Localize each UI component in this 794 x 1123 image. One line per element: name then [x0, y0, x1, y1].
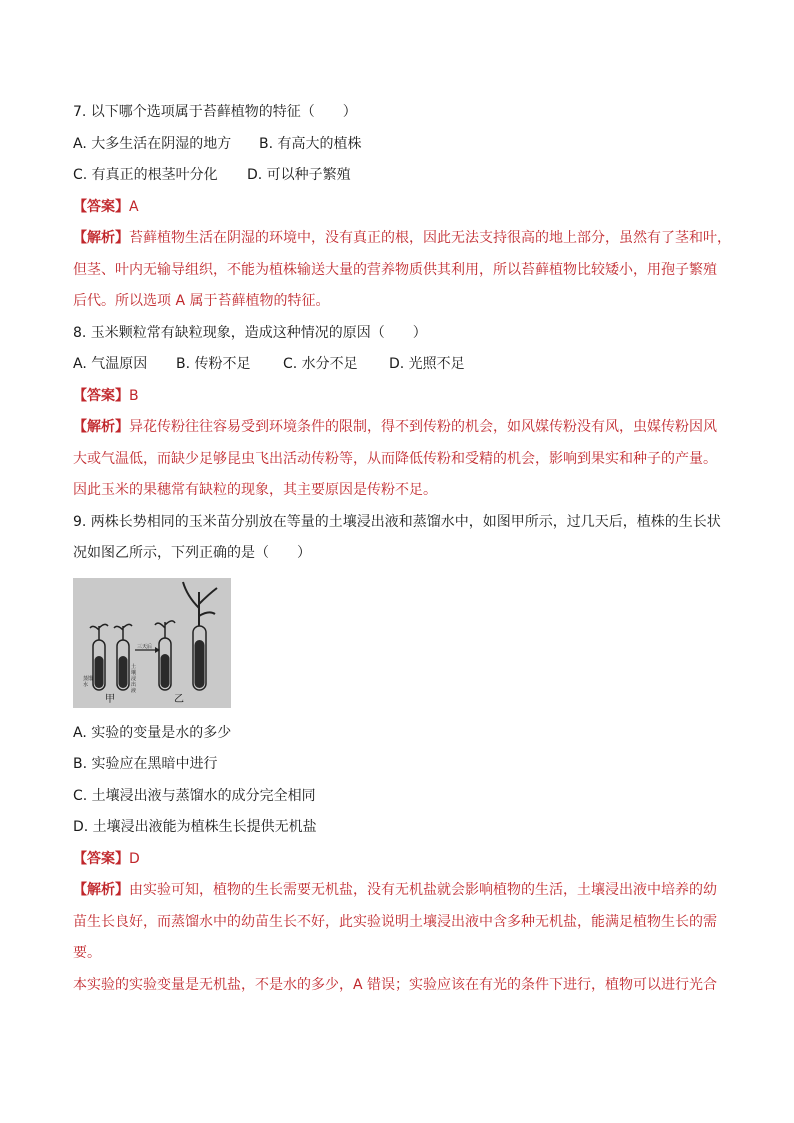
analysis-label: 【解析】 [73, 230, 129, 246]
q9-option-b: B. 实验应在黑暗中进行 [73, 756, 218, 772]
q9-experiment-figure [73, 578, 231, 708]
q7-analysis-line-3: 后代。所以选项 A 属于苔藓植物的特征。 [73, 293, 330, 309]
seedling-3 [155, 620, 175, 637]
answer-value: A [129, 198, 139, 215]
q9-analysis-line-1 [73, 875, 723, 907]
document-content [73, 97, 731, 1001]
q8-option-c: C. 水分不足 [283, 356, 358, 372]
q9-stem-line-1: 9. 两株长势相同的玉米苗分别放在等量的土壤浸出液和蒸馏水中，如图甲所示，过几天后，植株的生长状 [73, 513, 721, 530]
q8-analysis-line-3: 因此玉米的果穗常有缺粒的现象，其主要原因是传粉不足。 [73, 482, 437, 498]
q8-option-d: D. 光照不足 [389, 356, 465, 372]
q9-analysis-line-4: 本实验的实验变量是无机盐，不是水的多少，A 错误；实验应该在有光的条件下进行，植物可以进行光合 [73, 976, 718, 993]
analysis-text: 苔藓植物生活在阴湿的环境中，没有真正的根，因此无法支持很高的地上部分，虽然有了茎和叶， [129, 230, 731, 246]
q9-answer [73, 844, 723, 876]
tube-3-liquid [161, 654, 170, 688]
q8-analysis-line-2: 大或气温低，而缺少足够昆虫飞出活动传粉等，从而降低传粉和受精的机会，影响到果实和种子的产量。 [73, 450, 717, 467]
q7-analysis-line-1 [73, 223, 731, 255]
q7-option-b: B. 有高大的植株 [259, 135, 362, 152]
answer-value: B [129, 387, 139, 404]
analysis-label: 【解析】 [73, 419, 129, 435]
seedling-1 [90, 624, 108, 640]
seedling-4-tall [183, 582, 217, 626]
q7-option-c: C. 有真正的根茎叶分化 [73, 167, 218, 183]
tube-2-liquid [119, 656, 128, 688]
q8-options-row [73, 349, 723, 381]
q7-stem: 7. 以下哪个选项属于苔藓植物的特征（ ） [73, 104, 357, 120]
analysis-text: 由实验可知，植物的生长需要无机盐，没有无机盐就会影响植物的生活，土壤浸出液中培养的幼 [129, 882, 717, 898]
q9-stem-line-2: 况如图乙所示，下列正确的是（ ） [73, 545, 311, 561]
seedling-2 [114, 624, 132, 640]
q9-analysis-line-3: 要。 [73, 945, 101, 961]
q8-answer [73, 381, 723, 413]
q7-answer [73, 192, 723, 224]
q9-option-c: C. 土壤浸出液与蒸馏水的成分完全相同 [73, 787, 316, 804]
q8-analysis-line-1 [73, 412, 723, 444]
tube-4-liquid [195, 640, 205, 688]
q9-option-d: D. 土壤浸出液能为植株生长提供无机盐 [73, 819, 317, 835]
answer-value: D [129, 850, 140, 867]
q7-option-d: D. 可以种子繁殖 [247, 167, 351, 183]
figure-label-jia: 甲 [105, 693, 115, 705]
q7-options-row-1 [73, 129, 723, 161]
q7-option-a: A. 大多生活在阴湿的地方 [73, 135, 232, 152]
tube-2-label: 土壤浸出液 [131, 663, 137, 694]
q8-option-b: B. 传粉不足 [176, 356, 251, 372]
q8-option-a: A. 气温原因 [73, 356, 148, 372]
q9-option-a: A. 实验的变量是水的多少 [73, 724, 232, 741]
q7-analysis-line-2: 但茎、叶内无输导组织，不能为植株输送大量的营养物质供其利用，所以苔藓植物比较矮小，用孢子繁殖 [73, 261, 717, 278]
tube-1-label: 蒸馏水 [83, 675, 94, 688]
tube-1-liquid [95, 656, 104, 688]
analysis-label: 【解析】 [73, 882, 129, 898]
answer-label: 【答案】 [73, 387, 129, 404]
figure-label-yi: 乙 [174, 693, 184, 705]
arrow-label: 三天后 [137, 643, 153, 650]
answer-label: 【答案】 [73, 850, 129, 867]
answer-label: 【答案】 [73, 198, 129, 215]
q8-stem: 8. 玉米颗粒常有缺粒现象，造成这种情况的原因（ ） [73, 324, 427, 341]
q9-analysis-line-2: 苗生长良好，而蒸馏水中的幼苗生长不好，此实验说明土壤浸出液中含多种无机盐，能满足植物生长的需 [73, 913, 717, 930]
analysis-text: 异花传粉往往容易受到环境条件的限制，得不到传粉的机会，如风媒传粉没有风，虫媒传粉因风 [129, 419, 717, 435]
q7-options-row-2 [73, 160, 723, 192]
